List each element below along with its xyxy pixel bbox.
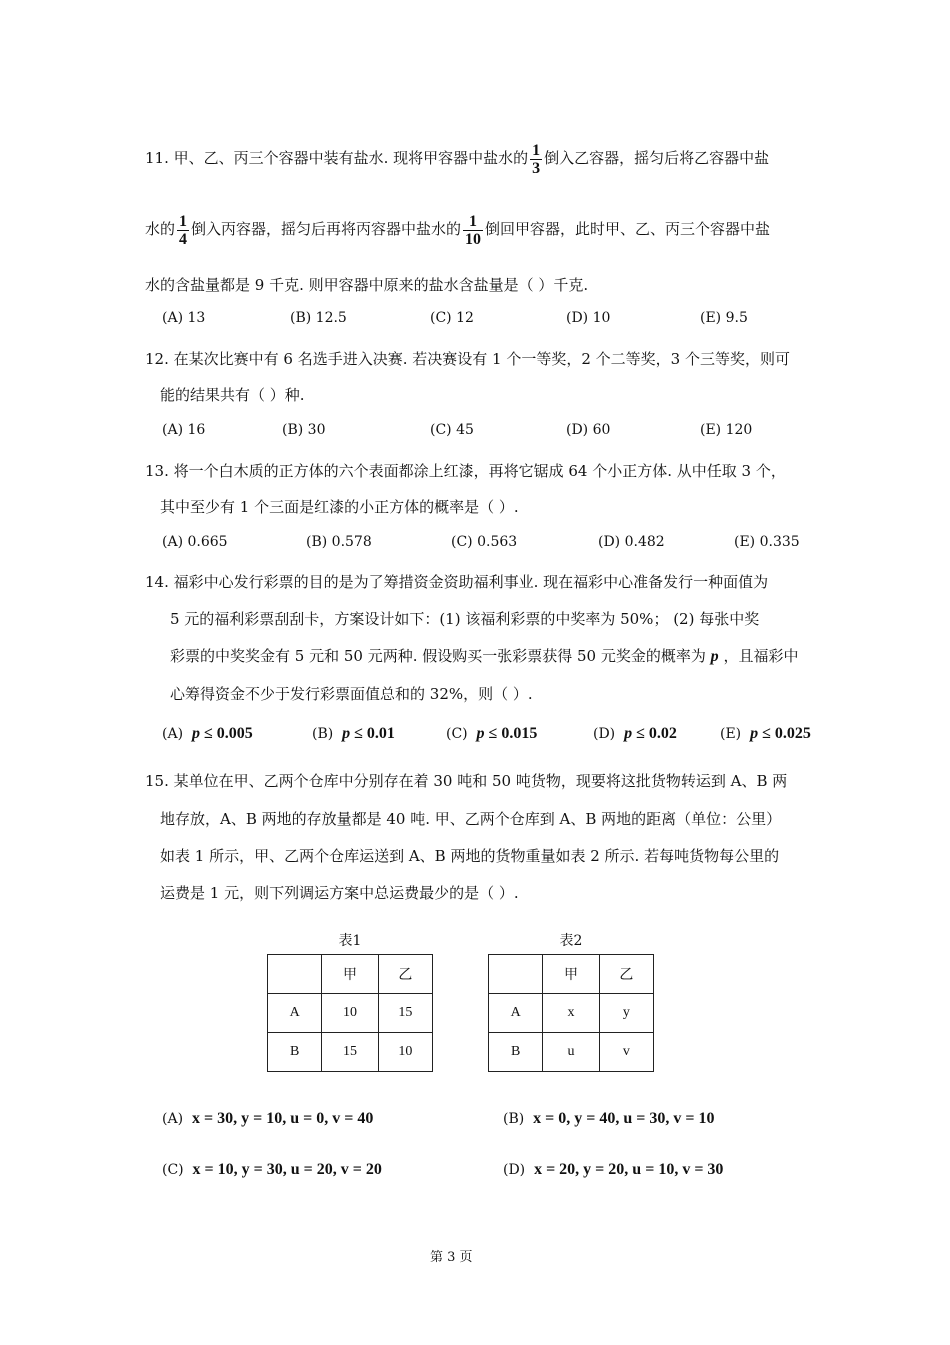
q14-line-2: 5 元的福利彩票刮刮卡，方案设计如下：(1) 该福利彩票的中奖率为 50%； (2) 每张中奖 [170, 610, 760, 628]
table-cell: u [543, 1033, 599, 1072]
q13-option-e[interactable]: (E) 0.335 [734, 534, 800, 550]
fraction-one-quarter: $\frac{1}{4}$ [179, 212, 188, 248]
q14-option-d[interactable]: (D) p ≤ 0.02 [593, 725, 677, 742]
q11-line-2: 水的 $\frac{1}{4}$ 倒入丙容器，摇匀后再将丙容器中盐水的 $\frac{1}{10}$ 倒回甲容器，此时甲、乙、丙三个容器中盐 [145, 212, 771, 248]
q13-line-2: 其中至少有 1 个三面是红漆的小正方体的概率是（ ）. [160, 498, 519, 516]
table-row [489, 994, 654, 1033]
q15-option-b[interactable]: (B) x = 0, y = 40, u = 30, v = 10 [503, 1110, 715, 1127]
q11-option-b[interactable]: (B) 12.5 [290, 310, 347, 326]
q11-line-3: 水的含盐量都是 9 千克. 则甲容器中原来的盐水含盐量是（ ）千克. [145, 276, 589, 294]
q14-option-c[interactable]: (C) p ≤ 0.015 [446, 725, 538, 742]
table-cell: v [599, 1033, 653, 1072]
q11-option-e[interactable]: (E) 9.5 [700, 310, 748, 326]
q14-line-4: 心筹得资金不少于发行彩票面值总和的 32%，则（ ）. [170, 685, 533, 703]
table-cell [268, 955, 322, 994]
table-cell [489, 955, 543, 994]
table-cell: y [599, 994, 653, 1033]
table-row [268, 1033, 433, 1072]
q15-line-3: 如表 1 所示，甲、乙两个仓库运送到 A、B 两地的货物重量如表 2 所示. 若每吨货物每公里的 [160, 847, 780, 865]
q11-option-c[interactable]: (C) 12 [430, 310, 474, 326]
table-cell: A [489, 994, 543, 1033]
q15-option-d[interactable]: (D) x = 20, y = 20, u = 10, v = 30 [503, 1161, 724, 1178]
q14-line-1: 14. 福彩中心发行彩票的目的是为了筹措资金资助福利事业. 现在福彩中心准备发行一种面值为 [145, 573, 769, 591]
q15-option-a[interactable]: (A) x = 30, y = 10, u = 0, v = 40 [162, 1110, 374, 1127]
table-row [489, 955, 654, 994]
q14-line-3: 彩票的中奖奖金有 5 元和 50 元两种. 假设购买一张彩票获得 50 元奖金的概率为 p ，且福彩中 [170, 647, 799, 665]
table-cell: B [489, 1033, 543, 1072]
table-2 [488, 954, 654, 1072]
q14-option-b[interactable]: (B) p ≤ 0.01 [312, 725, 395, 742]
q12-option-d[interactable]: (D) 60 [566, 422, 611, 438]
q13-option-c[interactable]: (C) 0.563 [451, 534, 518, 550]
q12-line-1: 12. 在某次比赛中有 6 名选手进入决赛. 若决赛设有 1 个一等奖，2 个二等奖，3 个三等奖，则可 [145, 350, 790, 368]
q13-line-1: 13. 将一个白木质的正方体的六个表面都涂上红漆，再将它锯成 64 个小正方体. 从中任取 3 个， [145, 462, 786, 480]
q14-option-a[interactable]: (A) p ≤ 0.005 [162, 725, 253, 742]
table-cell: B [268, 1033, 322, 1072]
q15-line-2: 地存放，A、B 两地的存放量都是 40 吨. 甲、乙两个仓库到 A、B 两地的距离（单位：公里） [160, 810, 782, 828]
table-cell: 10 [322, 994, 378, 1033]
table-cell: 甲 [543, 955, 599, 994]
table-1 [267, 954, 433, 1072]
q12-option-b[interactable]: (B) 30 [282, 422, 326, 438]
table-cell: 15 [378, 994, 432, 1033]
q12-option-c[interactable]: (C) 45 [430, 422, 474, 438]
table-cell: 15 [322, 1033, 378, 1072]
table-cell: A [268, 994, 322, 1033]
q12-option-e[interactable]: (E) 120 [700, 422, 753, 438]
q13-option-d[interactable]: (D) 0.482 [598, 534, 665, 550]
q11-line-1: 11. 甲、乙、丙三个容器中装有盐水. 现将甲容器中盐水的 $\frac{1}{3}$ 倒入乙容器，摇匀后将乙容器中盐 [145, 141, 770, 177]
fraction-one-third: $\frac{1}{3}$ [532, 141, 541, 177]
table-cell: 甲 [322, 955, 378, 994]
table-row [268, 994, 433, 1033]
q12-option-a[interactable]: (A) 16 [162, 422, 206, 438]
table-2-caption: 表2 [559, 933, 583, 949]
table-row [489, 1033, 654, 1072]
q15-line-4: 运费是 1 元，则下列调运方案中总运费最少的是（ ）. [160, 884, 519, 902]
q11-option-d[interactable]: (D) 10 [566, 310, 611, 326]
q13-option-b[interactable]: (B) 0.578 [306, 534, 372, 550]
table-cell: x [543, 994, 599, 1033]
table-cell: 10 [378, 1033, 432, 1072]
page-number: 第 3 页 [430, 1250, 473, 1265]
q12-line-2: 能的结果共有（ ）种. [160, 386, 305, 404]
q15-option-c[interactable]: (C) x = 10, y = 30, u = 20, v = 20 [162, 1161, 382, 1178]
table-row [268, 955, 433, 994]
q14-option-e[interactable]: (E) p ≤ 0.025 [720, 725, 811, 742]
table-1-caption: 表1 [338, 933, 362, 949]
fraction-one-tenth: $\frac{1}{10}$ [465, 212, 482, 248]
table-cell: 乙 [599, 955, 653, 994]
q13-option-a[interactable]: (A) 0.665 [162, 534, 228, 550]
table-cell: 乙 [378, 955, 432, 994]
q11-option-a[interactable]: (A) 13 [162, 310, 206, 326]
q15-line-1: 15. 某单位在甲、乙两个仓库中分别存在着 30 吨和 50 吨货物，现要将这批货物转运到 A、B 两 [145, 772, 788, 790]
